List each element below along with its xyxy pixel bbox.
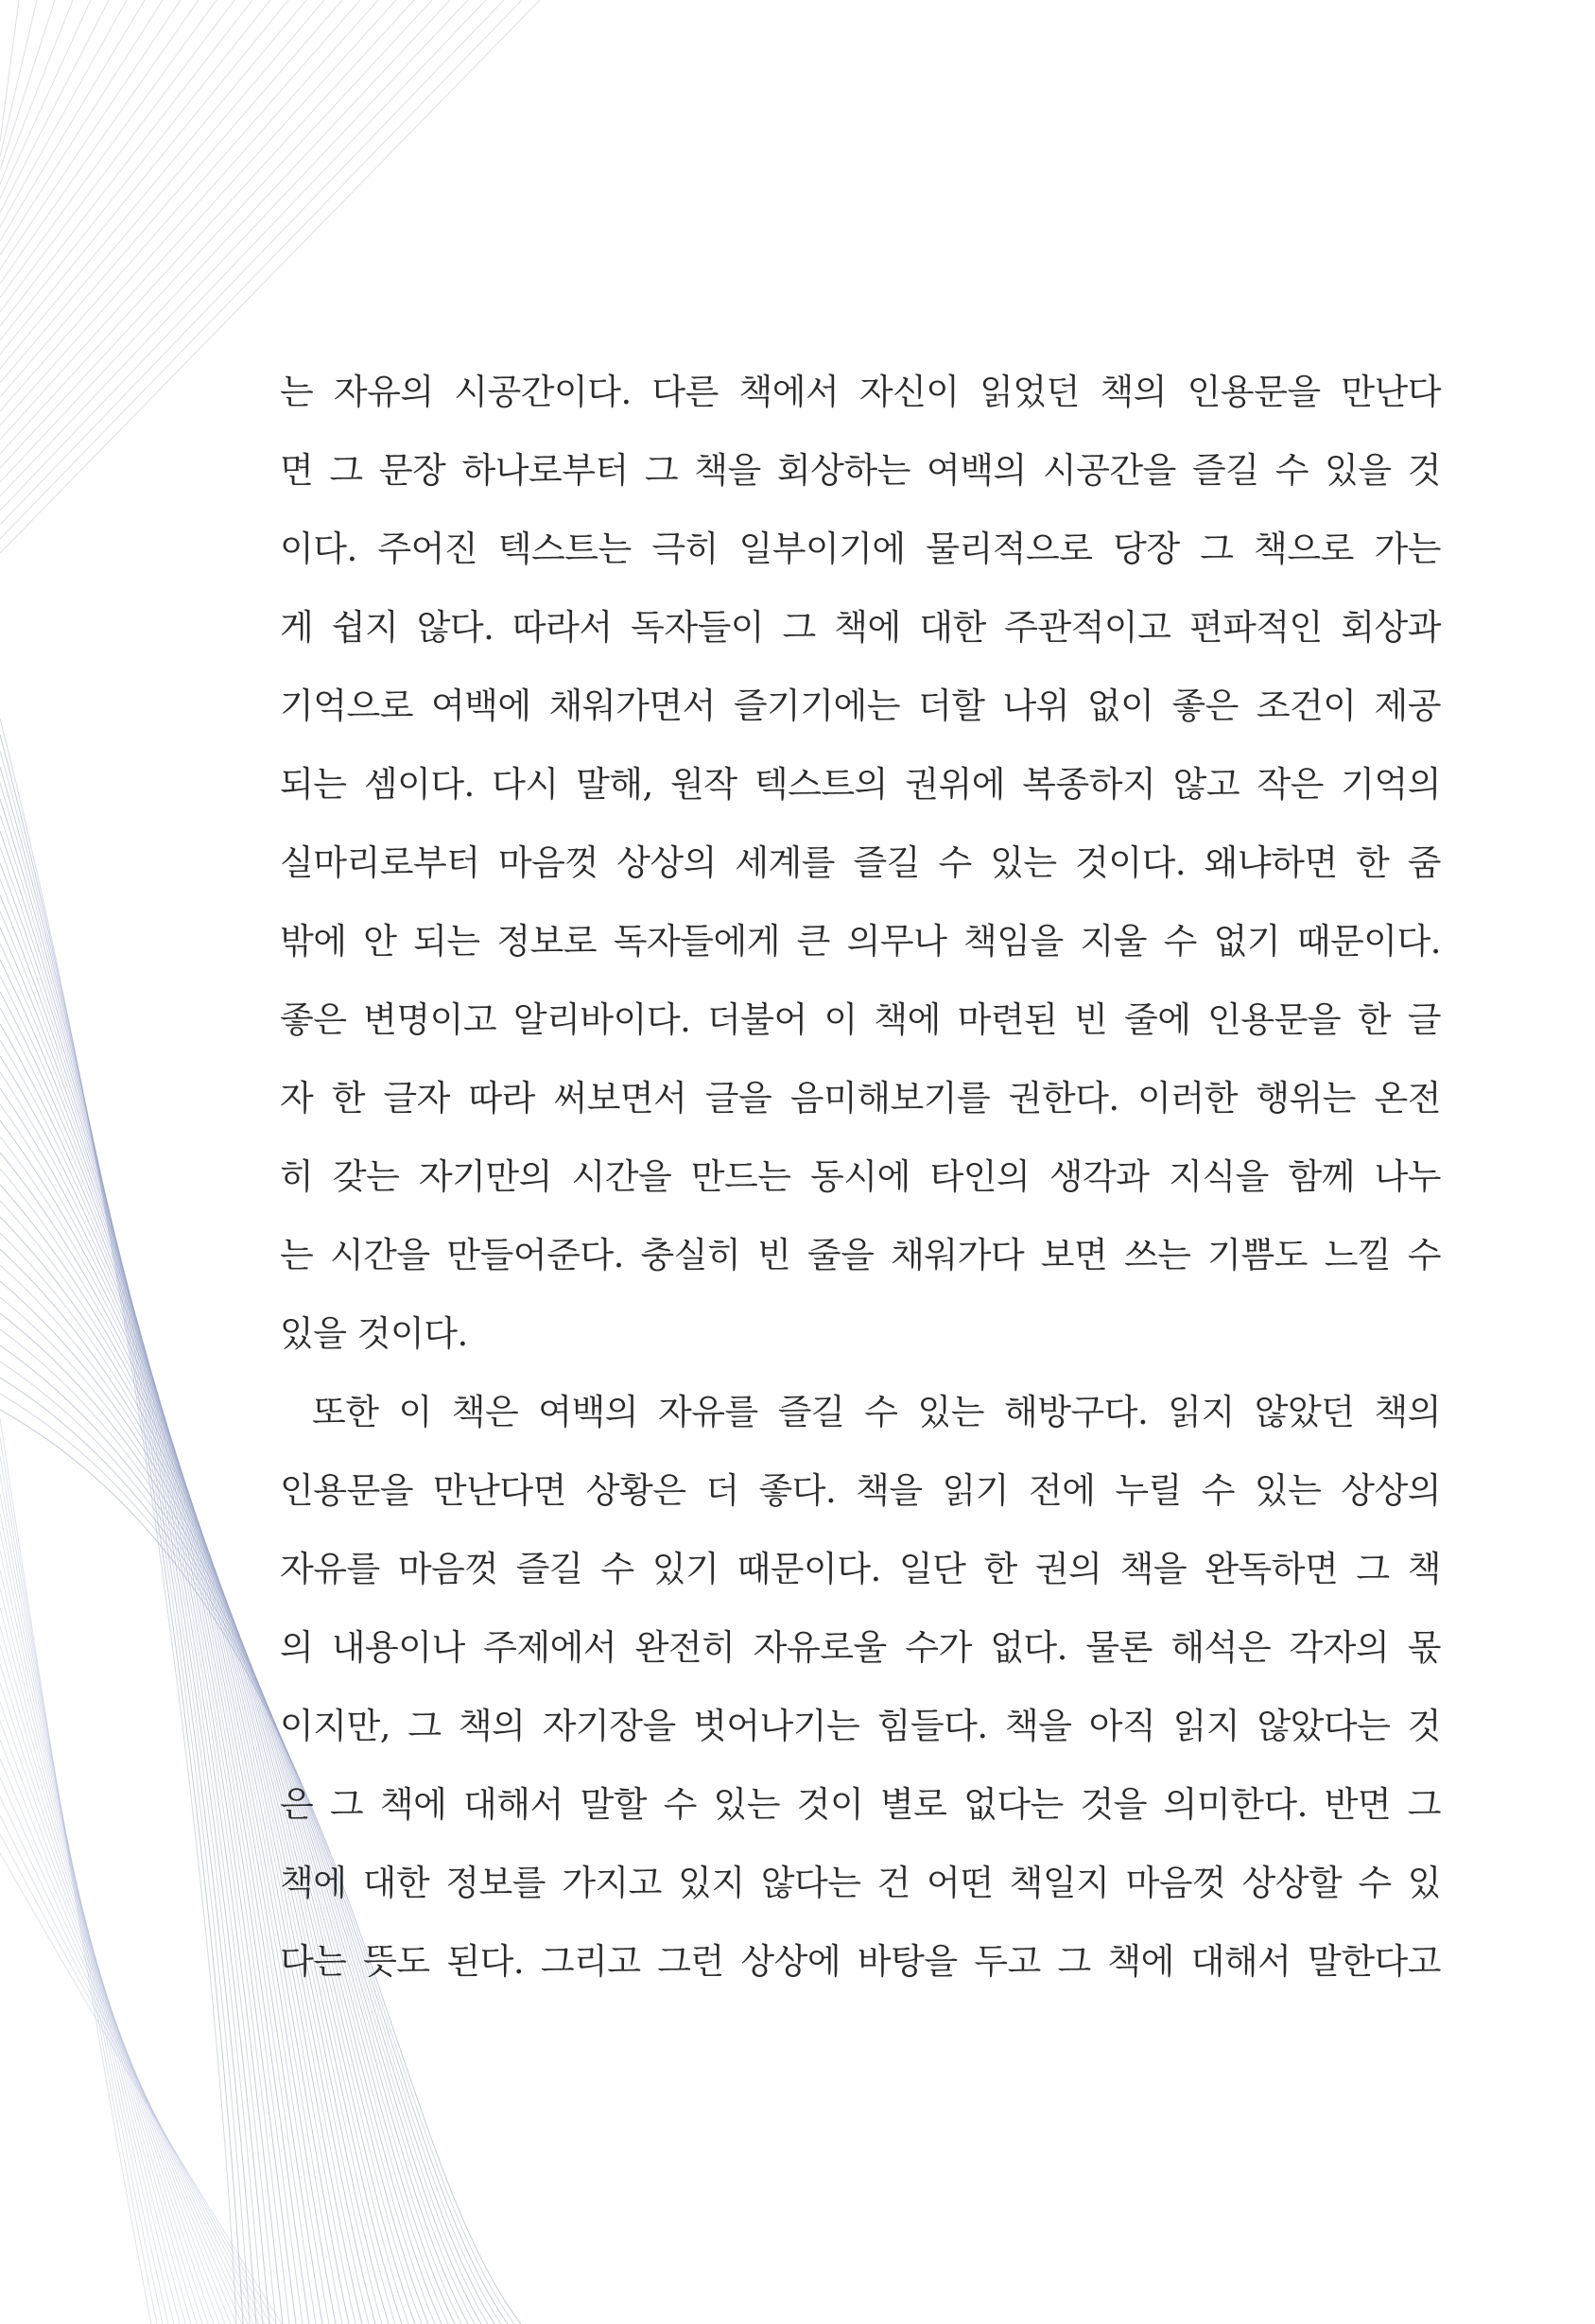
top-line (0, 0, 234, 312)
text-line: 또한 이 책은 여백의 자유를 즐길 수 있는 해방구다. 읽지 않았던 책의 (312, 1392, 1441, 1432)
text-line: 의 내용이나 주제에서 완전히 자유로울 수가 없다. 물론 해석은 각자의 몫 (280, 1627, 1441, 1668)
top-line (0, 0, 55, 170)
top-line (0, 0, 324, 383)
wave-line (0, 1418, 151, 2324)
paragraph-1 (280, 369, 1441, 1389)
text-line: 밖에 안 되는 정보로 독자들에게 큰 의무나 책임을 지울 수 없기 때문이다. (280, 921, 1441, 962)
text-line: 자 한 글자 따라 써보면서 글을 음미해보기를 권한다. 이러한 행위는 온전 (280, 1078, 1441, 1119)
text-line: 인용문을 만난다면 상황은 더 좋다. 책을 읽기 전에 누릴 수 있는 상상의 (280, 1470, 1441, 1511)
top-line (0, 0, 252, 326)
top-line (0, 0, 306, 369)
top-line (0, 0, 145, 241)
text-line: 되는 셈이다. 다시 말해, 원작 텍스트의 권위에 복종하지 않고 작은 기억의 (280, 764, 1441, 805)
body-text (280, 369, 1441, 2017)
text-line: 좋은 변명이고 알리바이다. 더불어 이 책에 마련된 빈 줄에 인용문을 한 글 (280, 999, 1441, 1040)
top-line (0, 0, 378, 425)
wave-line (0, 783, 263, 2324)
text-line: 있을 것이다. (280, 1313, 468, 1354)
text-line: 는 자유의 시공간이다. 다른 책에서 자신이 읽었던 책의 인용문을 만난다 (280, 372, 1441, 412)
top-line (0, 0, 342, 397)
text-line: 기억으로 여백에 채워가면서 즐기기에는 더할 나위 없이 좋은 조건이 제공 (280, 685, 1442, 726)
text-line: 히 갖는 자기만의 시간을 만드는 동시에 타인의 생각과 지식을 함께 나누 (280, 1156, 1441, 1197)
top-line (0, 0, 199, 284)
text-line: 다는 뜻도 된다. 그리고 그런 상상에 바탕을 두고 그 책에 대해서 말한다고 (280, 1941, 1441, 1982)
text-line: 게 쉽지 않다. 따라서 독자들이 그 책에 대한 주관적이고 편파적인 회상과 (280, 607, 1441, 648)
wave-line (0, 799, 269, 2324)
text-line: 는 시간을 만들어준다. 충실히 빈 줄을 채워가다 보면 쓰는 기쁨도 느낄 수 (280, 1235, 1441, 1275)
text-line: 책에 대한 정보를 가지고 있지 않다는 건 어떤 책일지 마음껏 상상할 수 있 (280, 1863, 1441, 1903)
wave-line (0, 1815, 270, 2324)
text-line: 이다. 주어진 텍스트는 극히 일부이기에 물리적으로 당장 그 책으로 가는 (280, 529, 1441, 569)
wave-line (0, 911, 316, 2324)
text-line: 자유를 마음껏 즐길 수 있기 때문이다. 일단 한 권의 책을 완독하면 그 책 (280, 1549, 1441, 1589)
text-line: 실마리로부터 마음껏 상상의 세계를 즐길 수 있는 것이다. 왜냐하면 한 줌 (280, 842, 1441, 883)
top-line (0, 0, 109, 213)
paragraph-2 (280, 1389, 1441, 2017)
text-line: 면 그 문장 하나로부터 그 책을 회상하는 여백의 시공간을 즐길 수 있을 것 (280, 450, 1441, 491)
text-line: 은 그 책에 대해서 말할 수 있는 것이 별로 없다는 것을 의미한다. 반면 그 (280, 1784, 1441, 1825)
top-line (0, 0, 37, 156)
text-line: 이지만, 그 책의 자기장을 벗어나기는 힘들다. 책을 아직 읽지 않았다는 것 (280, 1706, 1441, 1746)
